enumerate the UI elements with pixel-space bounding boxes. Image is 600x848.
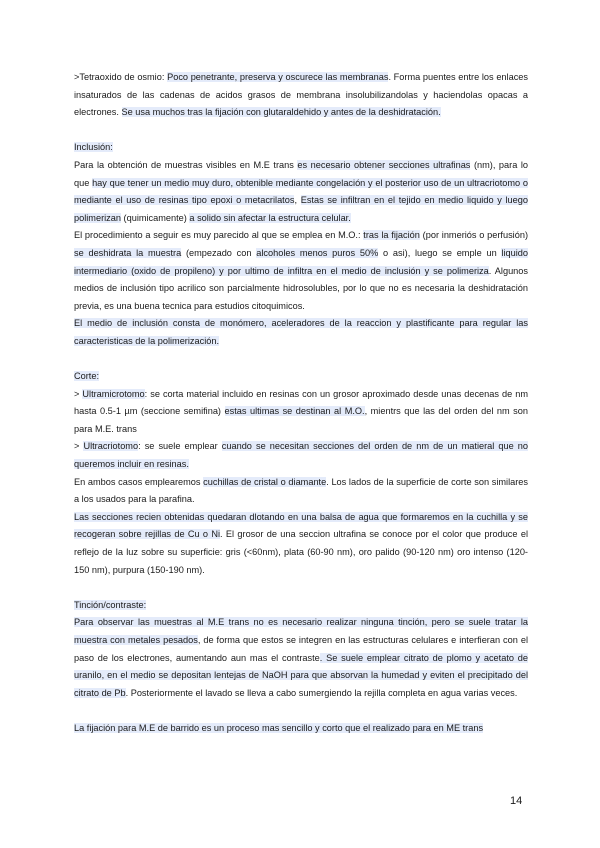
paragraph-inclusion-1: Para la obtención de muestras visibles en M.E trans es necesario obtener secciones ultrafinas (nm), para lo que hay que tener un medio muy duro, obtenible mediante congelación y el posterior uso de un ultracriotomo o mediante el uso de resinas tipo epoxi o metacrilatos, Estas se infiltran en el tejido en medio liquido y luego polimerizan (quimicamente) a solido sin afectar la estructura celular.: [74, 159, 529, 223]
section-title-tincion: Tinción/contraste:: [74, 599, 147, 610]
page-number: 14: [510, 795, 523, 807]
paragraph-osmio: >Tetraoxido de osmio: Poco penetrante, preserva y oscurece las membranas. Forma puentes entre los enlaces insaturados de las cadenas de acidos grasos de membrana insolubilizandolas y haciendolas opacas a electrones. Se usa muchos tras la fijación con glutaraldehido y antes de la deshidratación.: [74, 72, 528, 118]
paragraph-tincion-1: Para observar las muestras al M.E trans no es necesario realizar ninguna tinción, pero se suele tratar la muestra con metales pesados, de forma que estos se integren en las estructuras celulares e interfieran con el paso de los electrones, aumentando aun mas el contraste. Se suele emplear citrato de plomo y acetato de uranilo, en el medio se depositan lentejas de NaOH para que absorvan la humedad y eviten el precipitado del citrato de Pb. Posteriormente el lavado se lleva a cabo sumergiendo la rejilla completa en agua varias veces.: [74, 617, 528, 698]
section-title-corte: Corte:: [74, 371, 100, 382]
paragraph-inclusion-2: El procedimiento a seguir es muy parecido al que se emplea en M.O.: tras la fijación (por inmeriós o perfusión) se deshidrata la muestra (empezado con alcoholes menos puros 50% o asi), luego se emple un liquido intermediario (oxido de propileno) y por ultimo de infiltra en el medio de inclusión y se polimeriza. Algunos medios de inclusión tipo acrilico son parcialmente hidrosolubles, por lo que no es necesaria la deshidratación previa, es una buena tecnica para estudios citoquimicos.: [74, 230, 528, 311]
paragraph-corte-3: En ambos casos emplearemos cuchillas de cristal o diamante. Los lados de la superficie de corte son similares a los usados para la parafina.: [74, 476, 528, 505]
section-title-inclusion: Inclusión:: [74, 142, 113, 153]
paragraph-corte-1: > Ultramicrotomo: se corta material incluido en resinas con un grosor aproximado desde unas decenas de nm hasta 0.5-1 µm (seccione semifina) estas ultimas se destinan al M.O., mientrs que las del orden del nm son para M.E. trans: [74, 388, 528, 434]
paragraph-corte-4: Las secciones recien obtenidas quedaran dlotando en una balsa de agua que formaremos en la cuchilla y se recogeran sobre rejillas de Cu o Ni. El grosor de una seccion ultrafina se conoce por el color que produce el reflejo de la luz sobre su superficie: gris (<60nm), plata (60-90 nm), oro palido (90-120 nm) oro intenso (120-150 nm), purpura (150-190 nm).: [74, 511, 528, 575]
paragraph-corte-2: > Ultracriotomo: se suele emplear cuando se necesitan secciones del orden de nm de un matieral que no queremos incluir en resinas.: [74, 441, 528, 470]
document-body: [74, 69, 528, 738]
paragraph-closing: La fijación para M.E de barrido es un proceso mas sencillo y corto que el realizado para en ME trans: [74, 722, 484, 733]
paragraph-inclusion-3: El medio de inclusión consta de monómero, aceleradores de la reaccion y plastificante para regular las caracteristicas de la polimerización.: [74, 318, 528, 346]
